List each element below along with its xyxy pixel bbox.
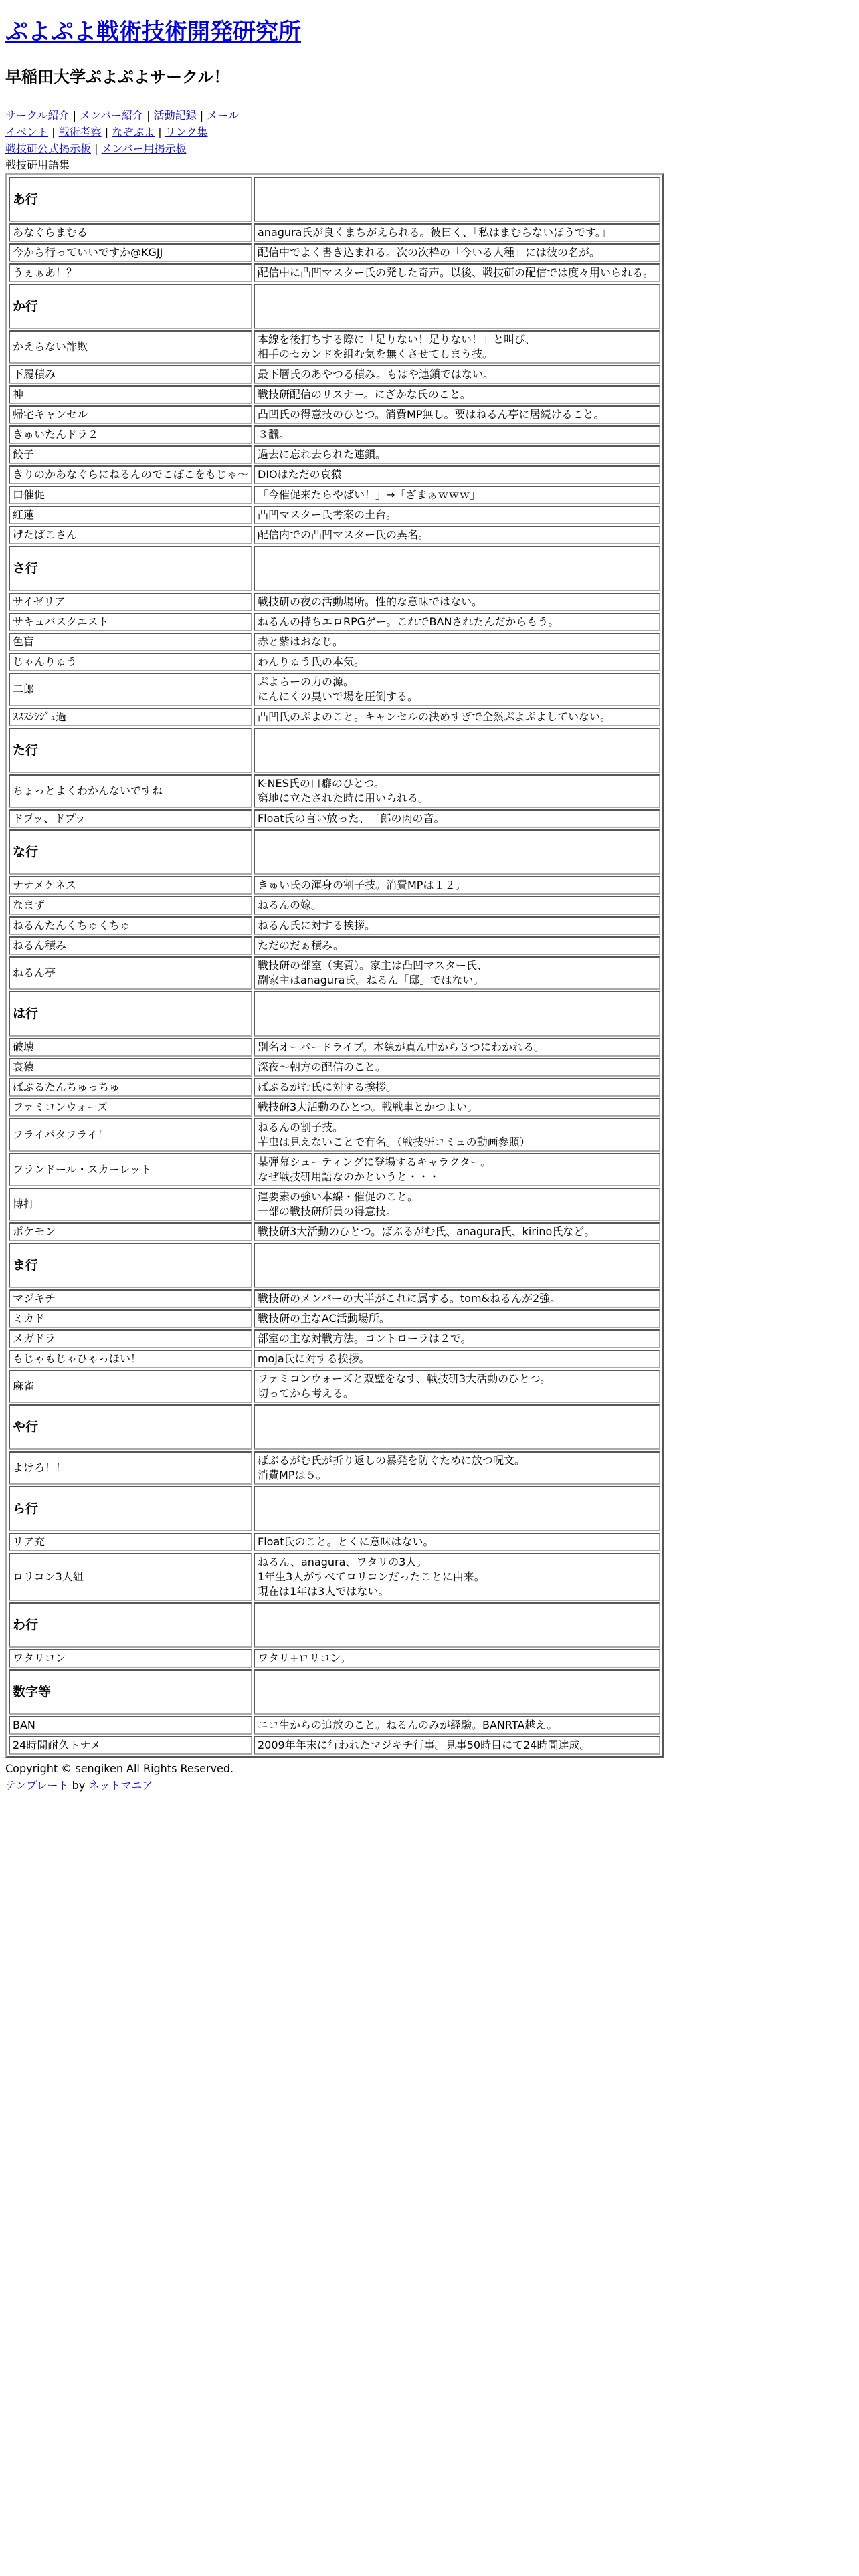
glossary-entry-row [9,1451,660,1485]
template-credit [5,1777,854,1794]
glossary-description [254,465,660,484]
glossary-description [254,593,660,611]
glossary-term: ロリコン3人組 [9,1553,252,1601]
glossary-entry-row [9,243,660,262]
glossary-entry-row [9,445,660,464]
glossary-entry-row [9,223,660,242]
nav-link-links[interactable]: リンク集 [165,126,208,138]
glossary-description-line: 赤と紫はおなじ。 [258,635,344,648]
glossary-group-row [9,1404,660,1450]
nav-menu [5,107,854,157]
nav-link-members[interactable]: メンバー紹介 [80,109,143,122]
glossary-term: 色盲 [9,633,252,651]
glossary-entry-row [9,1153,660,1186]
glossary-description-line: 最下層氏のあやつる積み。もはや連鎖ではない。 [258,368,494,381]
glossary-description [254,405,660,424]
glossary-description-line: 戦技研の部室（実質）。家主は凸凹マスター氏、 [258,959,488,972]
glossary-description-line: 現在は1年は3人ではない。 [258,1585,389,1598]
glossary-group-heading: わ行 [9,1602,252,1648]
glossary-description-line: 某弾幕シューティングに登場するキャラクター。 [258,1156,492,1168]
glossary-entry-row [9,1553,660,1601]
glossary-description-line: K-NES氏の口癖のひとつ。 [258,777,385,790]
glossary-group-empty-cell [254,1486,660,1531]
glossary-term: サキュバスクエスト [9,613,252,631]
glossary-term: 下履積み [9,365,252,384]
glossary-term: サイゼリア [9,593,252,611]
glossary-term: 24時間耐久トナメ [9,1736,252,1755]
glossary-description-line: 戦技研のメンバーの大半がこれに属する。tom&ねるんが2強。 [258,1292,561,1305]
nav-row [5,107,854,124]
glossary-description-line: 消費MPは５。 [258,1469,327,1481]
glossary-description-line: ただのだぁ積み。 [258,939,344,952]
glossary-description-line: 本線を後打ちする際に「足りない！足りない！」と叫び、 [258,333,536,346]
glossary-description [254,1098,660,1117]
glossary-description-line: 切ってから考える。 [258,1387,355,1400]
glossary-entry-row [9,876,660,895]
glossary-description-line: 1年生3人がすべてロリコンだったことに由来。 [258,1570,485,1583]
glossary-group-heading: や行 [9,1404,252,1450]
glossary-term: よけろ！！ [9,1451,252,1485]
nav-separator: | [158,126,162,138]
glossary-entry-row [9,1078,660,1097]
nav-separator: | [72,109,77,122]
glossary-description [254,425,660,444]
glossary-description-line: 相手のセカンドを組む気を無くさせてしまう技。 [258,348,494,360]
glossary-entry-row [9,1533,660,1551]
glossary-description-line: ばぶるがむ氏が折り返しの暴発を防ぐために放つ呪文。 [258,1454,526,1467]
glossary-term: なまず [9,896,252,915]
glossary-description-line: 戦技研の夜の活動場所。性的な意味ではない。 [258,595,483,608]
glossary-group-empty-cell [254,991,660,1037]
glossary-entry-row [9,956,660,990]
nav-separator: | [147,109,151,122]
glossary-description [254,1736,660,1755]
glossary-entry-row [9,1038,660,1057]
glossary-term: 破壊 [9,1038,252,1057]
glossary-description [254,1222,660,1241]
glossary-description-line: ニコ生からの追放のこと。ねるんのみが経験。BANRTA越え。 [258,1719,558,1731]
glossary-description-line: DIOはただの哀猿 [258,468,342,481]
glossary-description [254,1350,660,1368]
nav-link-activity-log[interactable]: 活動記録 [153,109,197,122]
glossary-entry-row [9,1649,660,1668]
glossary-entry-row [9,1188,660,1221]
template-link[interactable]: テンプレート [5,1779,69,1792]
glossary-entry-row [9,486,660,504]
glossary-term: ワタリコン [9,1649,252,1668]
nav-separator: | [94,142,98,155]
glossary-group-row [9,829,660,875]
glossary-description [254,956,660,990]
glossary-term: ナナメケネス [9,876,252,895]
glossary-description [254,1716,660,1735]
glossary-caption: 戦技研用語集 [5,158,70,171]
glossary-description-line: なぜ戦技研用語なのかというと・・・ [258,1170,440,1183]
glossary-entry-row [9,613,660,631]
glossary-description-line: moja氏に対する挨拶。 [258,1352,370,1365]
nav-link-tactics[interactable]: 戦術考察 [58,126,102,138]
glossary-description [254,653,660,671]
glossary-table [5,173,664,1758]
glossary-term: BAN [9,1716,252,1735]
glossary-entry-row [9,385,660,404]
glossary-description [254,1370,660,1403]
glossary-description-line: にんにくの臭いで場を圧倒する。 [258,690,419,703]
glossary-term: もじゃもじゃひゃっほい！ [9,1350,252,1368]
glossary-group-empty-cell [254,1404,660,1450]
glossary-term: きゅいたんドラ２ [9,425,252,444]
site-title [5,17,854,47]
nav-link-puzzles[interactable]: なぞぷよ [112,126,155,138]
glossary-description-line: 深夜〜朝方の配信のこと。 [258,1061,387,1073]
glossary-description [254,633,660,651]
glossary-group-row [9,177,660,222]
glossary-description-line: 戦技研3大活動のひとつ。戦戦車とかつよい。 [258,1101,478,1113]
glossary-group-empty-cell [254,177,660,222]
glossary-term: じゃんりゅう [9,653,252,671]
glossary-description [254,1038,660,1057]
glossary-term: ファミコンウォーズ [9,1098,252,1117]
glossary-description-line: ねるんの持ちエロRPGゲー。これでBANされたんだからもう。 [258,615,559,628]
glossary-description-line: きゅい氏の渾身の割子技。消費MPは１２。 [258,879,466,891]
glossary-group-row [9,1602,660,1648]
glossary-entry-row [9,896,660,915]
glossary-description-line: ３飜。 [258,428,290,441]
glossary-description-line: 戦技研の主なAC活動場所。 [258,1312,390,1325]
credit-by: by [72,1779,86,1792]
glossary-description [254,1188,660,1221]
glossary-entry-row [9,1736,660,1755]
nav-link-mail[interactable]: メール [207,109,239,122]
glossary-description [254,445,660,464]
glossary-body [9,177,660,1755]
footer [5,1760,854,1794]
nav-link-circle-intro[interactable]: サークル紹介 [5,109,70,122]
glossary-description-line: 一部の戦技研所員の得意技。 [258,1205,397,1218]
glossary-description-line: Float氏のこと。とくに意味はない。 [258,1535,434,1548]
nav-separator: | [52,126,56,138]
glossary-group-row [9,991,660,1037]
glossary-description-line: ファミコンウォーズと双璧をなす、戦技研3大活動のひとつ。 [258,1372,551,1385]
glossary-description [254,1533,660,1551]
glossary-description [254,1553,660,1601]
glossary-description [254,263,660,282]
glossary-term: あなぐらまむる [9,223,252,242]
glossary-description [254,1649,660,1668]
glossary-description [254,809,660,828]
glossary-entry-row [9,1222,660,1241]
glossary-entry-row [9,1329,660,1348]
glossary-description [254,223,660,242]
glossary-description [254,330,660,364]
glossary-description-line: 副家主はanagura氏。ねるん「邸」ではない。 [258,974,484,986]
glossary-description-line: ねるんの割子技。 [258,1121,344,1134]
glossary-description-line: わんりゅう氏の本気。 [258,655,365,668]
nav-row [5,124,854,140]
glossary-description [254,385,660,404]
glossary-entry-row [9,405,660,424]
glossary-description-line: 凸凹マスター氏考案の土台。 [258,508,397,521]
nav-link-official-board[interactable]: 戦技研公式掲示板 [5,142,92,155]
nav-link-member-board[interactable]: メンバー用掲示板 [101,142,187,155]
glossary-term: フライパタフライ！ [9,1118,252,1152]
glossary-term: ｽｽｽｼｼｼﾞｭ過 [9,708,252,726]
glossary-entry-row [9,1289,660,1308]
glossary-term: げたばこさん [9,526,252,544]
glossary-group-heading: ま行 [9,1243,252,1288]
glossary-description-line: 凸凹氏の得意技のひとつ。消費MP無し。要はねるん亭に居続けること。 [258,408,605,421]
glossary-description-line: anagura氏が良くまちがえられる。彼曰く、「私はまむらないほうです。」 [258,226,611,239]
glossary-term: 今から行っていいですか@KGJJ [9,243,252,262]
glossary-description [254,708,660,726]
glossary-group-row [9,1669,660,1715]
site-subtitle: 早稲田大学ぷよぷよサークル！ [5,68,230,86]
glossary-group-row [9,546,660,591]
glossary-description-line: 配信内での凸凹マスター氏の異名。 [258,528,430,541]
glossary-description [254,1058,660,1077]
nav-link-events[interactable]: イベント [5,126,49,138]
glossary-term: ポケモン [9,1222,252,1241]
glossary-description [254,896,660,915]
glossary-entry-row [9,365,660,384]
glossary-term: フランドール・スカーレット [9,1153,252,1186]
glossary-description [254,613,660,631]
glossary-term: メガドラ [9,1329,252,1348]
glossary-description-line: 戦技研配信のリスナー。にざかな氏のこと。 [258,388,471,401]
glossary-description [254,1309,660,1328]
glossary-term: 神 [9,385,252,404]
glossary-description [254,936,660,955]
glossary-description [254,365,660,384]
glossary-description-line: 部室の主な対戦方法。コントローラは２で。 [258,1332,472,1345]
glossary-term: 哀猿 [9,1058,252,1077]
glossary-description-line: 「今催促来たらやばい！」→「ざまぁｗｗｗ」 [258,488,481,501]
glossary-description [254,506,660,524]
glossary-entry-row [9,774,660,808]
glossary-group-heading: な行 [9,829,252,875]
glossary-description [254,1118,660,1152]
glossary-entry-row [9,1309,660,1328]
glossary-description [254,486,660,504]
glossary-term: ねるんたんくちゅくちゅ [9,916,252,935]
copyright-text: Copyright © sengiken All Rights Reserved. [5,1762,234,1775]
glossary-term: ねるん積み [9,936,252,955]
glossary-group-row [9,728,660,773]
glossary-group-empty-cell [254,728,660,773]
glossary-description [254,1289,660,1308]
glossary-entry-row [9,425,660,444]
glossary-term: 二郎 [9,673,252,706]
glossary-term: かえらない詐欺 [9,330,252,364]
glossary-entry-row [9,1098,660,1117]
netmania-link[interactable]: ネットマニア [88,1779,153,1792]
glossary-entry-row [9,330,660,364]
glossary-term: 麻雀 [9,1370,252,1403]
glossary-group-row [9,284,660,329]
glossary-term: ねるん亭 [9,956,252,990]
glossary-entry-row [9,506,660,524]
glossary-term: リア充 [9,1533,252,1551]
glossary-group-heading: ら行 [9,1486,252,1531]
glossary-group-empty-cell [254,829,660,875]
glossary-description-line: 戦技研3大活動のひとつ。ばぶるがむ氏、anagura氏、kirino氏など。 [258,1225,595,1238]
glossary-description-line: 別名オーバードライブ。本線が真ん中から３つにわかれる。 [258,1041,545,1053]
glossary-group-heading: あ行 [9,177,252,222]
glossary-term: 博打 [9,1188,252,1221]
glossary-group-heading: は行 [9,991,252,1037]
glossary-entry-row [9,263,660,282]
glossary-group-row [9,1243,660,1288]
glossary-entry-row [9,633,660,651]
glossary-description [254,673,660,706]
glossary-term: ドプッ、ドプッ [9,809,252,828]
glossary-term: うぇぁあ！？ [9,263,252,282]
glossary-description-line: 芋虫は見えないことで有名。（戦技研コミュの動画参照） [258,1136,531,1148]
glossary-entry-row [9,1350,660,1368]
glossary-entry-row [9,916,660,935]
glossary-entry-row [9,526,660,544]
glossary-description-line: ぷよらーの力の源。 [258,675,355,688]
glossary-group-empty-cell [254,284,660,329]
glossary-description-line: ばぶるがむ氏に対する挨拶。 [258,1081,397,1093]
glossary-group-empty-cell [254,1602,660,1648]
glossary-entry-row [9,809,660,828]
glossary-term: きりのかあなぐらにねるんのでこぼこをもじゃ〜 [9,465,252,484]
glossary-description [254,243,660,262]
glossary-description [254,1451,660,1485]
site-title-link[interactable]: ぷよぷよ戦術技術開発研究所 [5,19,301,45]
glossary-description [254,1153,660,1186]
glossary-term: 紅蓮 [9,506,252,524]
glossary-term: 口催促 [9,486,252,504]
glossary-description [254,1078,660,1097]
glossary-entry-row [9,1118,660,1152]
glossary-description-line: 配信中に凸凹マスター氏の発した奇声。以後、戦技研の配信では度々用いられる。 [258,266,654,279]
glossary-description-line: 過去に忘れ去られた連鎖。 [258,448,387,461]
glossary-entry-row [9,1716,660,1735]
nav-row [5,140,854,157]
glossary-description-line: 窮地に立たされた時に用いられる。 [258,792,430,804]
glossary-description [254,916,660,935]
glossary-description [254,1329,660,1348]
glossary-entry-row [9,1370,660,1403]
glossary-description-line: ワタリ+ロリコン。 [258,1652,351,1665]
glossary-entry-row [9,673,660,706]
glossary-description-line: 2009年年末に行われたマジキチ行事。見事50時目にて24時間達成。 [258,1739,591,1751]
glossary-group-heading: か行 [9,284,252,329]
glossary-group-heading: 数字等 [9,1669,252,1715]
glossary-description-line: Float氏の言い放った、二郎の肉の音。 [258,812,445,825]
glossary-description-line: 運要素の強い本線・催促のこと。 [258,1190,419,1203]
glossary-group-heading: さ行 [9,546,252,591]
glossary-entry-row [9,1058,660,1077]
glossary-description-line: 凸凹氏のぷよのこと。キャンセルの決めすぎで全然ぷよぷよしていない。 [258,710,611,723]
glossary-description-line: ねるんの嫁。 [258,899,322,911]
glossary-description-line: ねるん氏に対する挨拶。 [258,919,376,932]
glossary-entry-row [9,593,660,611]
glossary-description [254,876,660,895]
glossary-term: 餃子 [9,445,252,464]
glossary-entry-row [9,708,660,726]
nav-separator: | [199,109,204,122]
glossary-group-row [9,1486,660,1531]
glossary-group-empty-cell [254,1243,660,1288]
glossary-entry-row [9,936,660,955]
glossary-description [254,774,660,808]
glossary-description-line: ねるん、anagura、ワタリの3人。 [258,1555,427,1568]
glossary-entry-row [9,653,660,671]
glossary-group-empty-cell [254,1669,660,1715]
glossary-group-empty-cell [254,546,660,591]
glossary-term: ミカド [9,1309,252,1328]
glossary-term: マジキチ [9,1289,252,1308]
glossary-term: 帰宅キャンセル [9,405,252,424]
glossary-entry-row [9,465,660,484]
glossary-description-line: 配信中でよく書き込まれる。次の次枠の「今いる人種」には彼の名が。 [258,246,601,259]
glossary-term: ばぶるたんちゅっちゅ [9,1078,252,1097]
glossary-group-heading: た行 [9,728,252,773]
glossary-description [254,526,660,544]
glossary-term: ちょっとよくわかんないですね [9,774,252,808]
nav-separator: | [104,126,109,138]
